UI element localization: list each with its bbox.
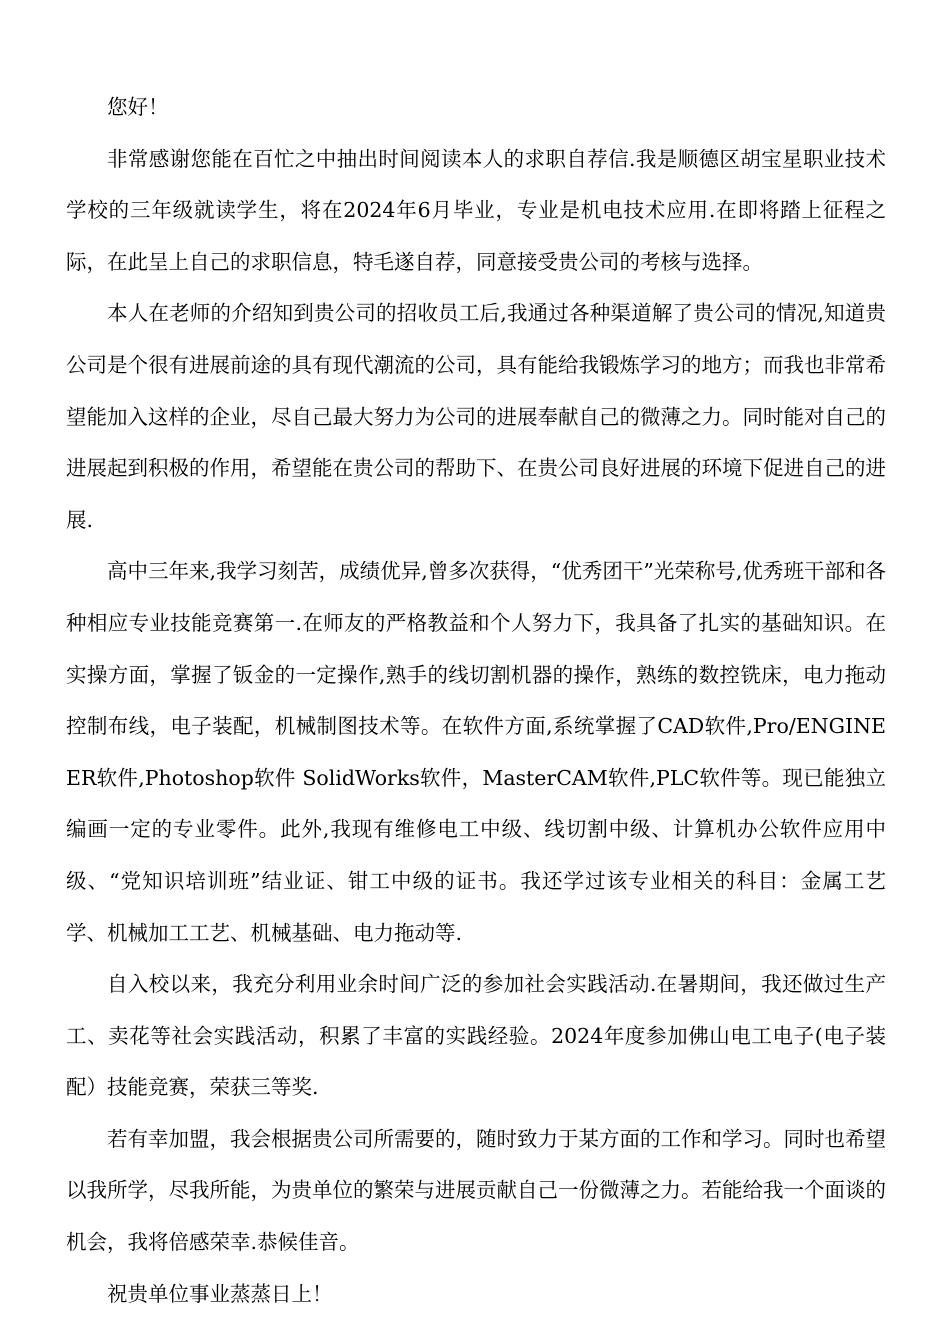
letter-greeting: 您好！ (107, 95, 169, 119)
paragraph-introduction: 非常感谢您能在百忙之中抽出时间阅读本人的求职自荐信.我是顺德区胡宝星职业技术学校的三年级就读学生，将在2024年6月毕业，专业是机电技术应用.在即将踏上征程之际，在此呈上自己的求职信息，特毛遂自荐，同意接受贵公司的考核与选择。 (66, 146, 886, 274)
paragraph-practice: 自入校以来，我充分利用业余时间广泛的参加社会实践活动.在暑期间，我还做过生产工、卖花等社会实践活动，积累了丰富的实践经验。2024年度参加佛山电工电子(电子装配）技能竞赛，荣获三等奖. (66, 972, 886, 1100)
paragraph-company-interest: 本人在老师的介绍知到贵公司的招收员工后,我通过各种渠道解了贵公司的情况,知道贵公司是个很有进展前途的具有现代潮流的公司，具有能给我锻炼学习的地方；而我也非常希望能加入这样的企业，尽自己最大努力为公司的进展奉献自己的微薄之力。同时能对自己的进展起到积极的作用，希望能在贵公司的帮助下、在贵公司良好进展的环境下促进自己的进展. (66, 301, 886, 532)
letter-blessing: 祝贵单位事业蒸蒸日上！ (107, 1281, 333, 1306)
cover-letter-body (66, 82, 886, 1320)
paragraph-skills: 高中三年来,我学习刻苦，成绩优异,曾多次获得，“优秀团干”光荣称号,优秀班干部和各种相应专业技能竞赛第一.在师友的严格教益和个人努力下，我具备了扎实的基础知识。在实操方面，掌握了钣金的一定操作,熟手的线切割机器的操作，熟练的数控铣床，电力拖动控制布线，电子装配，机械制图技术等。在软件方面,系统掌握了CAD软件,Pro/ENGINEER软件,Photoshop软件 SolidWorks软件，MasterCAM软件,PLC软件等。现已能独立编画一定的专业零件。此外,我现有维修电工中级、线切割中级、计算机办公软件应用中级、“党知识培训班”结业证、钳工中级的证书。我还学过该专业相关的科目：金属工艺学、机械加工工艺、机械基础、电力拖动等. (66, 559, 886, 945)
paragraph-closing: 若有幸加盟，我会根据贵公司所需要的，随时致力于某方面的工作和学习。同时也希望以我所学，尽我所能，为贵单位的繁荣与进展贡献自己一份微薄之力。若能给我一个面谈的机会，我将倍感荣幸.恭候佳音。 (66, 1126, 886, 1255)
